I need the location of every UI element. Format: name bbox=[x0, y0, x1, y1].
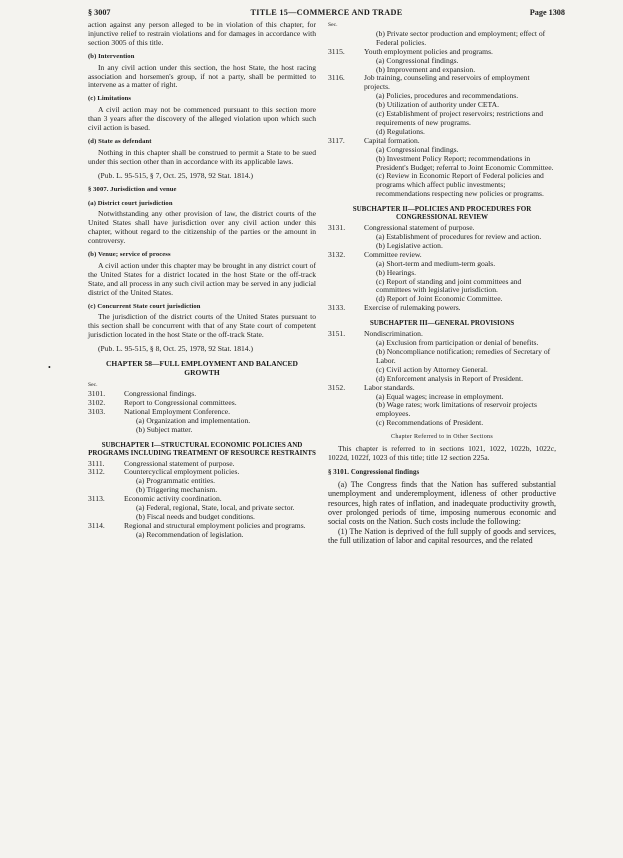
header-section: § 3007 bbox=[88, 8, 111, 17]
toc-sub-item: (a) Programmatic entities. bbox=[136, 476, 216, 486]
toc-item-number: 3132. bbox=[328, 249, 346, 259]
toc-sub-item: (b) Investment Policy Report; recommendations in President's Budget; referral to Joint Economic Committee. bbox=[376, 153, 554, 172]
paragraph-limitations: A civil action may not be commenced pursuant to this section more than 3 years after the discovery of the alleged violation upon which such civil action is based. bbox=[88, 105, 316, 133]
toc-subchapter-3 bbox=[328, 330, 556, 428]
toc-item-number: 3103. bbox=[88, 406, 106, 416]
toc-sub-item: (c) Recommendations of President. bbox=[376, 418, 484, 428]
toc-sub-item: (b) Noncompliance notification; remedies of Secretary of Labor. bbox=[376, 347, 551, 365]
toc-item-number: 3101. bbox=[88, 389, 106, 398]
paragraph-district-court: Notwithstanding any other provision of law, the district courts of the United States shall have jurisdiction over any civil action under this chapter, without regard to the citizenship of the parties or the amount in controversy. bbox=[88, 209, 316, 246]
toc-sub-item: (b) Private sector production and employment; effect of Federal policies. bbox=[376, 28, 546, 47]
toc-chapter bbox=[88, 390, 316, 435]
toc-item-number: 3116. bbox=[328, 73, 345, 83]
toc-sub-item: (b) Hearings. bbox=[376, 267, 417, 277]
toc-item-text: Countercyclical employment policies. bbox=[124, 467, 240, 477]
toc-item-number: 3102. bbox=[88, 397, 106, 407]
citation-1: (Pub. L. 95-515, § 7, Oct. 25, 1978, 92 Stat. 1814.) bbox=[98, 170, 254, 180]
toc-sub-item: (b) Subject matter. bbox=[136, 424, 193, 434]
toc-sub-item: (b) Legislative action. bbox=[376, 240, 443, 250]
toc-subchapter-1-cont bbox=[328, 48, 556, 199]
toc-sub-item: (c) Establishment of project reservoirs; restrictions and requirements of new programs. bbox=[376, 109, 544, 127]
paragraph-findings-1: (1) The Nation is deprived of the full supply of goods and services, the full utilization of labor and capital resources, and the related bbox=[328, 526, 556, 546]
toc-item-text: Capital formation. bbox=[364, 135, 420, 145]
toc-item-number: 3131. bbox=[328, 223, 346, 233]
sec-label-right: Sec. bbox=[328, 22, 338, 28]
toc-sub-item: (c) Civil action by Attorney General. bbox=[376, 364, 488, 374]
paragraph-state-defendant: Nothing in this chapter shall be construed to permit a State to be sued under this section other than in accordance with its applicable laws. bbox=[88, 147, 316, 166]
toc-item-number: 3114. bbox=[88, 520, 105, 530]
section-heading-3007: § 3007. Jurisdiction and venue bbox=[88, 185, 177, 193]
referred-heading: Chapter Referred to in Other Sections bbox=[391, 434, 493, 441]
toc-item-text: Labor standards. bbox=[364, 382, 415, 392]
toc-sub-item: (a) Establishment of procedures for review and action. bbox=[376, 232, 542, 242]
toc-sub-item: (c) Report of standing and joint committees and committees with legislative jurisdiction. bbox=[376, 276, 522, 295]
toc-sub-item: (d) Regulations. bbox=[376, 126, 425, 136]
paragraph-concurrent: The jurisdiction of the district courts of the United States pursuant to this section shall be concurrent with that of any State court of competent jurisdiction located in the host State or the off-track State. bbox=[88, 312, 316, 340]
subchapter-1-title: SUBCHAPTER I—STRUCTURAL ECONOMIC POLICIES AND PROGRAMS INCLUDING TREATMENT OF RESOURCE RESTRAINTS bbox=[88, 440, 316, 457]
toc-sub-item: (c) Review in Economic Report of Federal policies and programs which affect public investments; recommendations respecting new policies or programs. bbox=[376, 171, 544, 199]
paragraph-findings-a: (a) The Congress finds that the Nation has suffered substantial unemployment and underemployment, idleness of other productive resources, high rates of inflation, and inadequate productivity growth, over prolonged periods of time, imposing numerous economic and social costs on the Nation. Such costs include the following: bbox=[328, 479, 556, 527]
subchapter-2-title: SUBCHAPTER II—POLICIES AND PROCEDURES FOR CONGRESSIONAL REVIEW bbox=[352, 205, 532, 222]
toc-sub-item: (a) Exclusion from participation or denial of benefits. bbox=[376, 338, 539, 348]
toc-sub-item: (d) Report of Joint Economic Committee. bbox=[376, 294, 503, 304]
toc-item-text: Economic activity coordination. bbox=[124, 494, 222, 504]
chapter-title: CHAPTER 58—FULL EMPLOYMENT AND BALANCED GROWTH bbox=[106, 359, 298, 377]
toc-sub-item: (d) Enforcement analysis in Report of President. bbox=[376, 373, 523, 383]
page-header bbox=[88, 8, 565, 20]
toc-item-text: Report to Congressional committees. bbox=[124, 397, 237, 407]
toc-sub-item: (a) Congressional findings. bbox=[376, 144, 459, 154]
toc-item-number: 3115. bbox=[328, 46, 345, 56]
toc-item bbox=[88, 408, 316, 417]
toc-item-text: Exercise of rulemaking powers. bbox=[364, 303, 461, 313]
toc-item-text: Congressional findings. bbox=[124, 389, 197, 398]
subheading-state-defendant: (d) State as defendant bbox=[88, 137, 152, 145]
toc-item-text: Nondiscrimination. bbox=[364, 329, 423, 339]
toc-sub-item: (b) Utilization of authority under CETA. bbox=[376, 100, 499, 110]
subheading-concurrent: (c) Concurrent State court jurisdiction bbox=[88, 302, 201, 310]
subheading-intervention: (b) Intervention bbox=[88, 52, 135, 60]
subheading-limitations: (c) Limitations bbox=[88, 95, 132, 103]
toc-item-number: 3111. bbox=[88, 458, 105, 468]
toc-item bbox=[328, 137, 556, 146]
paragraph-venue: A civil action under this chapter may be brought in any district court of the United States for a district located in the host State or the off-track State, and all process in any such civil action may be served in any judicial district of the United States. bbox=[88, 260, 316, 297]
toc-sub-item: (a) Congressional findings. bbox=[376, 55, 459, 65]
header-title: TITLE 15—COMMERCE AND TRADE bbox=[250, 8, 403, 17]
section-heading-3101: § 3101. Congressional findings bbox=[328, 468, 420, 476]
toc-item bbox=[328, 304, 556, 313]
toc-subchapter-1 bbox=[88, 460, 316, 540]
left-column bbox=[88, 21, 316, 540]
toc-item-text: Congressional statement of purpose. bbox=[364, 223, 475, 233]
subheading-district-court: (a) District court jurisdiction bbox=[88, 199, 173, 207]
toc-item-text: Job training, counseling and reservoirs of employment projects. bbox=[364, 73, 530, 92]
toc-sub-item: (b) Wage rates; work limitations of reservoir projects employees. bbox=[376, 400, 537, 419]
toc-item-text: Congressional statement of purpose. bbox=[124, 458, 235, 468]
paragraph-intro: action against any person alleged to be in violation of this chapter, for injunctive relief to restrain violations and for damages in accordance with section 3005 of this title. bbox=[88, 20, 316, 47]
toc-sub-item: (b) Fiscal needs and budget conditions. bbox=[136, 511, 255, 521]
citation-2: (Pub. L. 95-515, § 8, Oct. 25, 1978, 92 Stat. 1814.) bbox=[98, 344, 254, 354]
toc-sub-item: (a) Recommendation of legislation. bbox=[136, 529, 244, 539]
toc-sub-item: (a) Policies, procedures and recommendations. bbox=[376, 91, 519, 101]
toc-item bbox=[328, 48, 556, 57]
toc-item bbox=[88, 495, 316, 504]
toc-item-text: National Employment Conference. bbox=[124, 406, 231, 416]
toc-item bbox=[328, 330, 556, 339]
toc-item-number: 3117. bbox=[328, 135, 345, 145]
toc-sub-item: (a) Organization and implementation. bbox=[136, 415, 251, 425]
margin-mark: • bbox=[48, 363, 51, 372]
toc-sub-item: (b) Triggering mechanism. bbox=[136, 485, 218, 495]
right-column bbox=[328, 21, 556, 546]
toc-item-text: Regional and structural employment policies and programs. bbox=[124, 520, 306, 530]
paragraph-intervention: In any civil action under this section, the host State, the host racing association and horsemen's group, if not a party, shall be permitted to intervene as a matter of right. bbox=[88, 62, 316, 90]
toc-item-number: 3112. bbox=[88, 467, 105, 477]
toc-sub-item: (b) Improvement and expansion. bbox=[376, 64, 476, 74]
toc-item-number: 3113. bbox=[88, 494, 105, 504]
toc-item bbox=[88, 468, 316, 477]
toc-sub-item: (a) Short-term and medium-term goals. bbox=[376, 258, 496, 268]
toc-item bbox=[328, 251, 556, 260]
toc-item bbox=[88, 522, 316, 531]
toc-subchapter-2 bbox=[328, 224, 556, 313]
toc-item-text: Youth employment policies and programs. bbox=[364, 46, 493, 56]
sec-label: Sec. bbox=[88, 382, 98, 389]
subchapter-3-title: SUBCHAPTER III—GENERAL PROVISIONS bbox=[369, 319, 515, 328]
toc-item bbox=[328, 224, 556, 233]
toc-item-text: Committee review. bbox=[364, 249, 422, 259]
toc-item-number: 3152. bbox=[328, 382, 346, 392]
toc-item-number: 3133. bbox=[328, 303, 346, 313]
subheading-venue: (b) Venue; service of process bbox=[88, 251, 171, 259]
header-page-number: Page 1308 bbox=[529, 8, 565, 17]
toc-item bbox=[328, 384, 556, 393]
toc-sub-item: (a) Federal, regional, State, local, and private sector. bbox=[136, 503, 295, 513]
toc-sub-item: (a) Equal wages; increase in employment. bbox=[376, 391, 504, 401]
referred-text: This chapter is referred to in sections 1021, 1022, 1022b, 1022c, 1022d, 1022f, 1023 of this title; title 12 section 225a. bbox=[328, 444, 556, 462]
toc-item bbox=[328, 74, 556, 92]
toc-item-number: 3151. bbox=[328, 329, 346, 339]
